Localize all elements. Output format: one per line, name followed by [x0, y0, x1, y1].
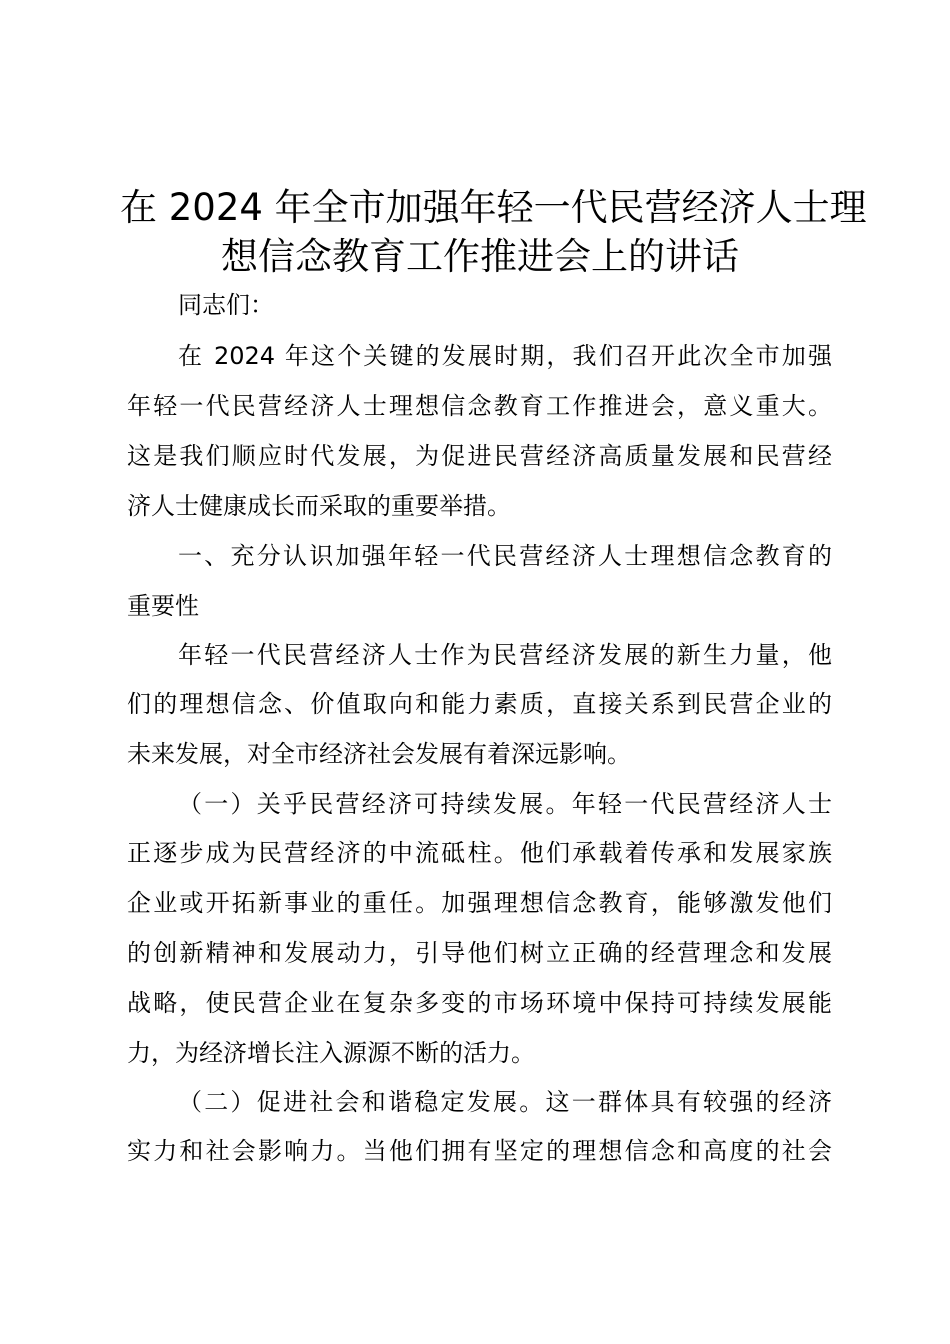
section-heading-line: 重要性 [127, 592, 199, 620]
document-title-line-1: 在 2024 年全市加强年轻一代民营经济人士理 [120, 186, 867, 229]
paragraph-line: 在 2024 年这个关键的发展时期，我们召开此次全市加强 [178, 342, 832, 370]
paragraph-line: 这是我们顺应时代发展，为促进民营经济高质量发展和民营经 [127, 442, 832, 470]
paragraph-line: 正逐步成为民营经济的中流砥柱。他们承载着传承和发展家族 [127, 839, 832, 867]
greeting: 同志们： [178, 291, 274, 319]
paragraph-line: 年轻一代民营经济人士作为民营经济发展的新生力量，他 [178, 641, 832, 669]
paragraph-line: 未来发展，对全市经济社会发展有着深远影响。 [127, 740, 631, 768]
paragraph-line: 们的理想信念、价值取向和能力素质，直接关系到民营企业的 [127, 690, 832, 718]
paragraph-line: 力，为经济增长注入源源不断的活力。 [127, 1039, 535, 1067]
paragraph-line: 年轻一代民营经济人士理想信念教育工作推进会，意义重大。 [127, 392, 832, 420]
paragraph-line: 企业或开拓新事业的重任。加强理想信念教育，能够激发他们 [127, 889, 832, 917]
paragraph-line: （二）促进社会和谐稳定发展。这一群体具有较强的经济 [178, 1088, 832, 1116]
paragraph-line: 的创新精神和发展动力，引导他们树立正确的经营理念和发展 [127, 939, 832, 967]
paragraph-line: 实力和社会影响力。当他们拥有坚定的理想信念和高度的社会 [127, 1137, 832, 1165]
document-title-line-2: 想信念教育工作推进会上的讲话 [221, 235, 739, 278]
paragraph-line: （一）关乎民营经济可持续发展。年轻一代民营经济人士 [178, 790, 832, 818]
paragraph-line: 济人士健康成长而采取的重要举措。 [127, 492, 511, 520]
section-heading-line: 一、充分认识加强年轻一代民营经济人士理想信念教育的 [178, 542, 832, 570]
paragraph-line: 战略，使民营企业在复杂多变的市场环境中保持可持续发展能 [127, 989, 832, 1017]
